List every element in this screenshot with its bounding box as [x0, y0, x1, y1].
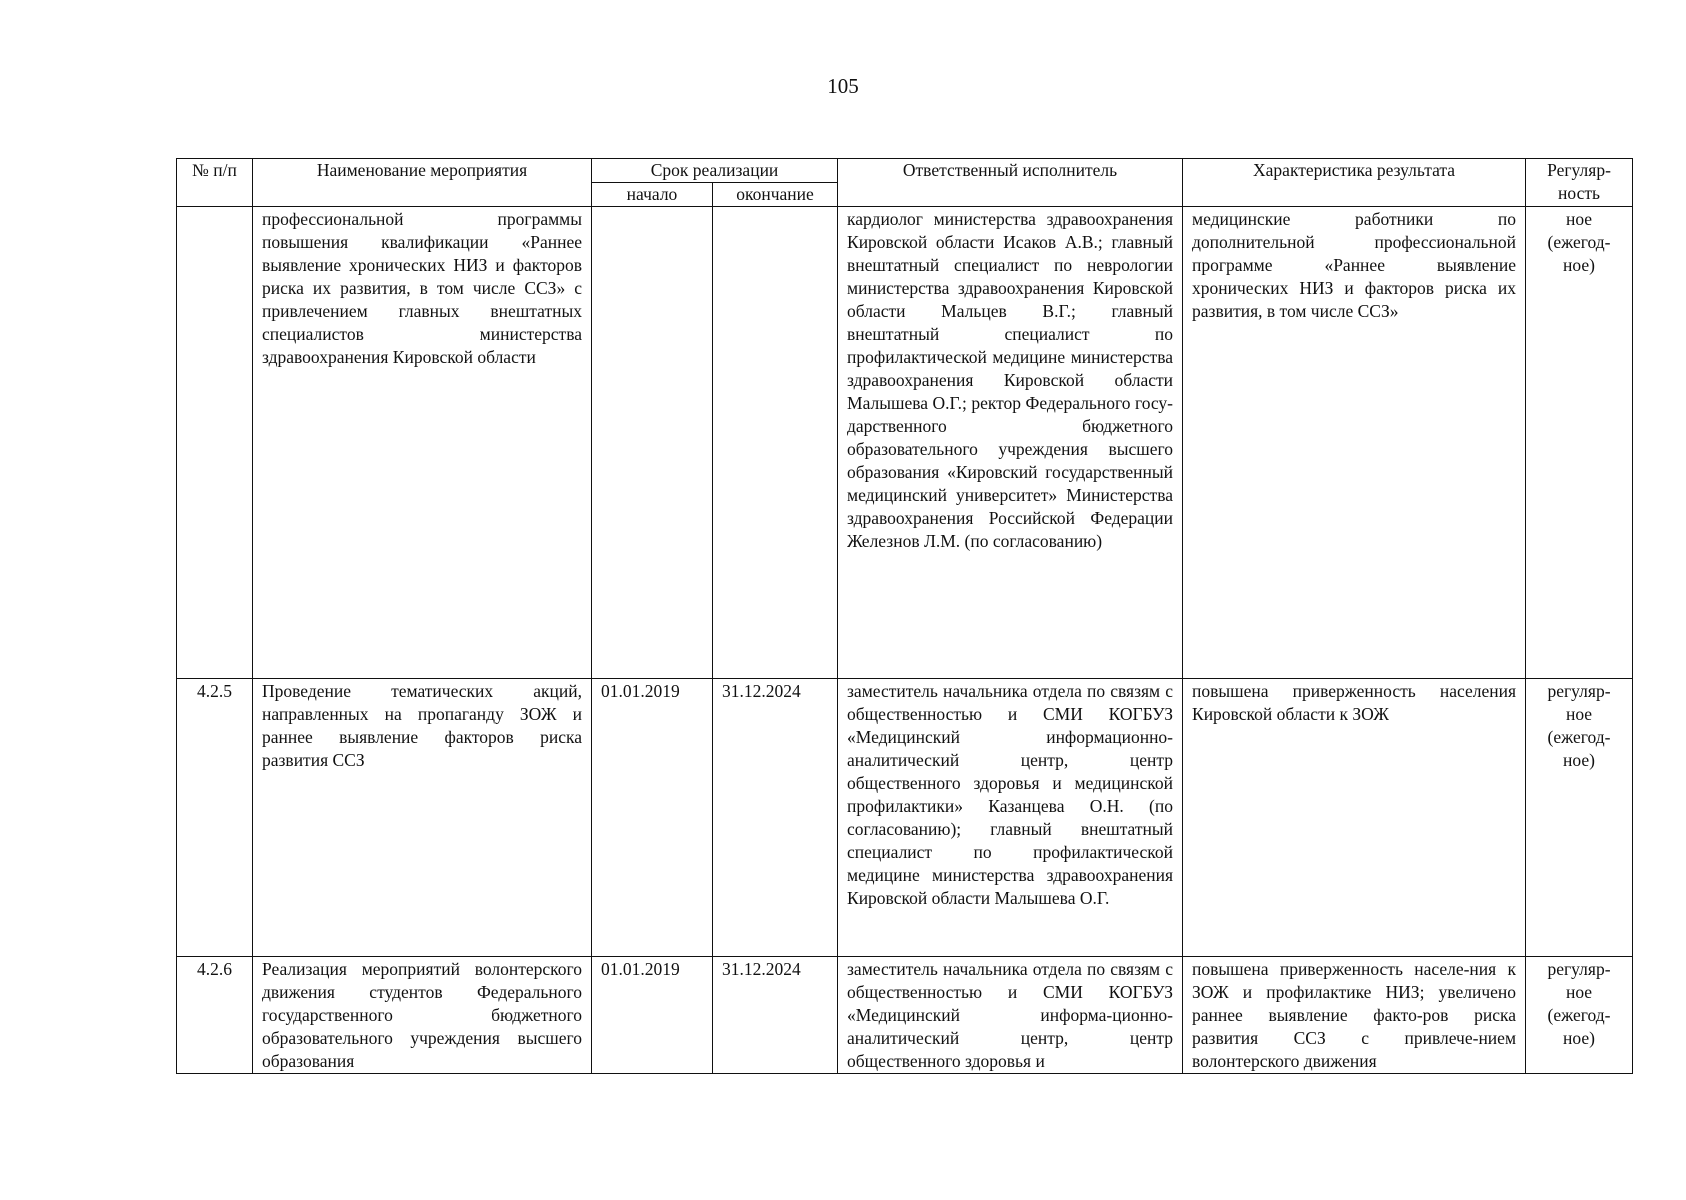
row-executor: кардиолог министерства здравоохранения Кировской области Исаков А.В.; главный внештатный специалист по неврологии министерства здравоохранения Кировской области Мальцев В.Г.; главный внештатный специалист по профилактической медицине министерства здравоохранения Кировской области Малышева О.Г.; ректор Федерального госу-дарственного бюджетного образовательного учреждения высшего образования «Кировский государственный медицинский университет» Министерства здравоохранения Российской Федерации Железнов Л.М. (по согласованию): [838, 207, 1183, 679]
row-num: [177, 207, 253, 679]
row-name: Реализация мероприятий волонтерского движения студентов Федерального государственного бюджетного образовательного учреждения высшего образования: [253, 957, 592, 1074]
header-result: Характеристика результата: [1183, 159, 1526, 207]
header-executor: Ответственный исполнитель: [838, 159, 1183, 207]
page-number: 105: [827, 74, 859, 98]
row-name: Проведение тематических акций, направленных на пропаганду ЗОЖ и раннее выявление факторов риска развития ССЗ: [253, 679, 592, 957]
header-end: окончание: [713, 183, 838, 207]
row-end: 31.12.2024: [713, 679, 838, 957]
row-result: повышена приверженность населения Кировской области к ЗОЖ: [1183, 679, 1526, 957]
row-start: 01.01.2019: [592, 957, 713, 1074]
row-executor: заместитель начальника отдела по связям с общественностью и СМИ КОГБУЗ «Медицинский информационно-аналитический центр, центр общественного здоровья и медицинской профилактики» Казанцева О.Н. (по согласованию); главный внештатный специалист по профилактической медицине министерства здравоохранения Кировской области Малышева О.Г.: [838, 679, 1183, 957]
row-num: 4.2.6: [177, 957, 253, 1074]
row-regularity: регуляр-ное (ежегод-ное): [1526, 679, 1633, 957]
table-row: [177, 679, 1633, 957]
header-name: Наименование мероприятия: [253, 159, 592, 207]
row-num: 4.2.5: [177, 679, 253, 957]
row-start: 01.01.2019: [592, 679, 713, 957]
row-end: [713, 207, 838, 679]
row-start: [592, 207, 713, 679]
row-regularity: регуляр-ное (ежегод-ное): [1526, 957, 1633, 1074]
row-result: повышена приверженность населе-ния к ЗОЖ и профилактике НИЗ; увеличено раннее выявление факто-ров риска развития ССЗ с привлече-нием волонтерского движения: [1183, 957, 1526, 1074]
row-end: 31.12.2024: [713, 957, 838, 1074]
table-row: [177, 207, 1633, 679]
table-header: [177, 159, 1633, 207]
table-row: [177, 957, 1633, 1074]
header-period: Срок реализации: [592, 159, 838, 183]
header-num: № п/п: [177, 159, 253, 207]
header-start: начало: [592, 183, 713, 207]
row-name: профессиональной программы повышения квалификации «Раннее выявление хронических НИЗ и факторов риска их развития, в том числе ССЗ» с привлечением главных внештатных специалистов министерства здравоохранения Кировской области: [253, 207, 592, 679]
activities-table: [176, 158, 1633, 1074]
row-regularity: ное (ежегод-ное): [1526, 207, 1633, 679]
row-executor: заместитель начальника отдела по связям с общественностью и СМИ КОГБУЗ «Медицинский информа-ционно-аналитический центр, центр общественного здоровья и: [838, 957, 1183, 1074]
header-regularity: Регуляр-ность: [1526, 159, 1633, 207]
row-result: медицинские работники по дополнительной профессиональной программе «Раннее выявление хронических НИЗ и факторов риска их развития, в том числе ССЗ»: [1183, 207, 1526, 679]
